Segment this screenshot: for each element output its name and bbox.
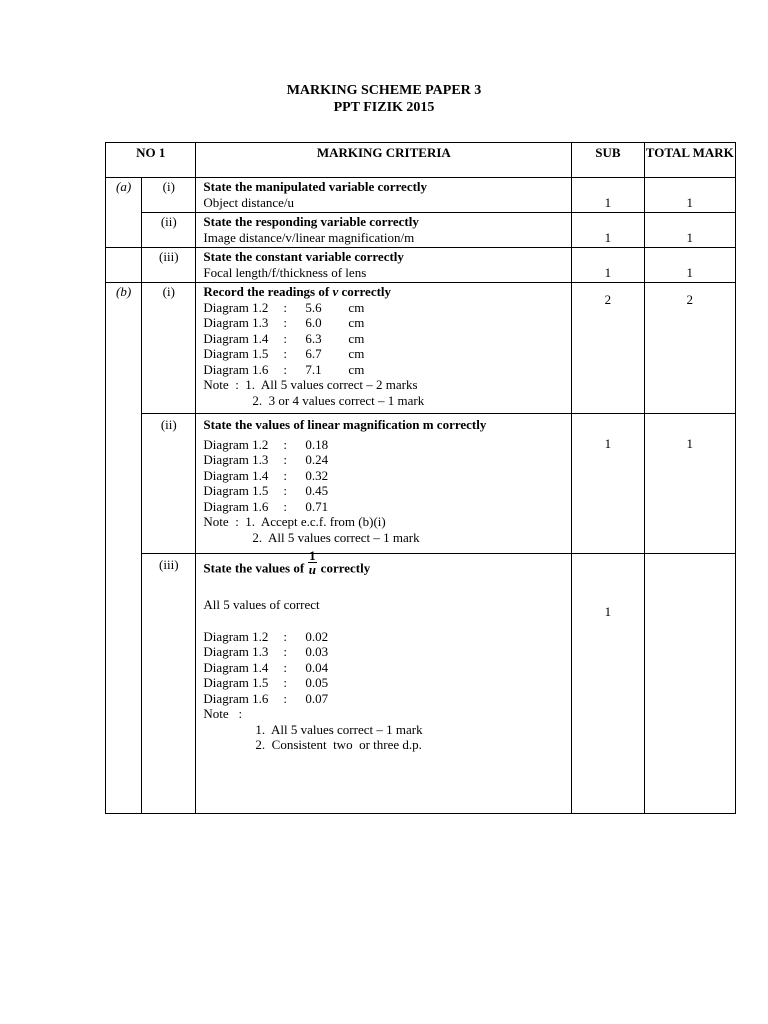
reading-value: 6.3 [305, 330, 322, 346]
criteria-answer: Image distance/v/linear magnification/m [203, 229, 415, 245]
section-label: (a) [106, 178, 142, 248]
reading-value: 0.03 [305, 644, 329, 659]
reading-row [203, 675, 571, 691]
sub-label: (i) [142, 178, 196, 213]
reading-value: 0.05 [305, 675, 329, 690]
reading-unit: cm [348, 330, 365, 346]
sub-label: (iii) [142, 248, 196, 283]
criteria-cell [196, 213, 572, 248]
reading-value: 0.18 [305, 436, 329, 452]
reading-row [203, 483, 571, 499]
criteria-cell [196, 248, 572, 283]
reading-colon: : [283, 483, 288, 498]
reading-colon: : [283, 690, 288, 706]
total-mark: 2 [644, 283, 735, 414]
sub-mark: 1 [572, 414, 644, 554]
reading-diagram: Diagram 1.3 [203, 644, 269, 659]
reading-row [203, 691, 571, 707]
criteria-cell [196, 548, 572, 814]
reading-row [203, 468, 571, 484]
marking-table [105, 142, 736, 814]
table-row [106, 283, 736, 414]
note-line: 2. Consistent two or three d.p. [255, 737, 422, 752]
reading-diagram: Diagram 1.6 [203, 690, 269, 706]
table-row [106, 414, 736, 554]
reading-diagram: Diagram 1.3 [203, 315, 269, 330]
reading-row [203, 300, 571, 316]
reading-value: 5.6 [305, 299, 322, 315]
reading-diagram: Diagram 1.4 [203, 330, 269, 346]
sub-label: (i) [142, 283, 196, 414]
reading-value: 0.04 [305, 659, 329, 675]
reading-colon: : [283, 436, 288, 452]
reading-colon: : [283, 361, 288, 377]
reading-colon: : [283, 452, 288, 467]
total-mark: 1 [644, 414, 735, 554]
sub-mark: 1 [572, 213, 644, 248]
criteria-heading: Record the readings of v correctly [203, 284, 392, 299]
header-sub: SUB [572, 143, 644, 178]
table-row [106, 178, 736, 213]
reading-colon: : [283, 467, 288, 483]
table-row [106, 213, 736, 248]
reading-colon: : [283, 675, 288, 690]
reading-value: 7.1 [305, 361, 322, 377]
section-label [106, 248, 142, 283]
sub-mark: 1 [572, 178, 644, 213]
reading-colon: : [283, 659, 288, 675]
reading-unit: cm [348, 315, 365, 330]
criteria-heading: State the responding variable correctly [203, 214, 419, 229]
table-row [106, 248, 736, 283]
header-criteria: MARKING CRITERIA [196, 143, 572, 178]
sub-mark: 1 [572, 248, 644, 283]
criteria-cell [196, 178, 572, 213]
sub-label: (ii) [142, 213, 196, 248]
document-title: MARKING SCHEME PAPER 3 [286, 83, 482, 98]
reading-diagram: Diagram 1.5 [203, 483, 269, 498]
reading-value: 0.07 [305, 690, 329, 706]
reading-colon: : [283, 498, 288, 514]
total-mark [644, 554, 735, 814]
sub-label: (ii) [142, 414, 196, 554]
reading-diagram: Diagram 1.4 [203, 659, 269, 675]
reading-row [203, 331, 571, 347]
total-mark: 1 [644, 213, 735, 248]
reading-colon: : [283, 644, 288, 659]
note-line: 2. 3 or 4 values correct – 1 mark [252, 392, 425, 408]
reading-diagram: Diagram 1.6 [203, 361, 269, 377]
reading-colon: : [283, 299, 288, 315]
reading-unit: cm [348, 361, 365, 377]
readings-list [203, 437, 571, 515]
note-line: Note : 1. Accept e.c.f. from (b)(i) [203, 514, 386, 529]
reading-row [203, 644, 571, 660]
sub-mark: 2 [572, 283, 644, 414]
reading-diagram: Diagram 1.5 [203, 346, 269, 361]
reading-value: 0.02 [305, 628, 329, 644]
fraction-denominator: u [308, 562, 317, 577]
heading-text: correctly [320, 560, 371, 576]
readings-list [203, 300, 571, 378]
heading-text: State the values of [203, 560, 305, 576]
note-line: Note : [203, 706, 243, 721]
criteria-heading: State the constant variable correctly [203, 249, 404, 264]
criteria-heading: State the manipulated variable correctly [203, 179, 428, 194]
criteria-line: All 5 values of correct [203, 597, 320, 612]
header-no: NO 1 [106, 143, 196, 178]
reading-row [203, 629, 571, 645]
readings-list [203, 629, 571, 707]
total-mark: 1 [644, 248, 735, 283]
document-subtitle: PPT FIZIK 2015 [333, 100, 435, 115]
reading-diagram: Diagram 1.2 [203, 299, 269, 315]
reading-value: 6.0 [305, 315, 322, 330]
sub-mark: 1 [572, 554, 644, 814]
reading-diagram: Diagram 1.6 [203, 498, 269, 514]
reading-row [203, 362, 571, 378]
reading-row [203, 315, 571, 331]
fraction-one-over-u [308, 549, 317, 576]
criteria-heading [203, 548, 571, 583]
table-row [106, 554, 736, 814]
reading-row [203, 660, 571, 676]
reading-colon: : [283, 346, 288, 361]
reading-unit: cm [348, 299, 365, 315]
criteria-cell [196, 283, 572, 414]
note-line: Note : 1. All 5 values correct – 2 marks [203, 377, 418, 392]
criteria-cell [196, 414, 572, 554]
reading-diagram: Diagram 1.2 [203, 628, 269, 644]
reading-value: 0.24 [305, 452, 329, 467]
reading-colon: : [283, 628, 288, 644]
total-mark: 1 [644, 178, 735, 213]
criteria-answer: Focal length/f/thickness of lens [203, 264, 367, 280]
reading-row [203, 499, 571, 515]
reading-diagram: Diagram 1.3 [203, 452, 269, 467]
reading-diagram: Diagram 1.5 [203, 675, 269, 690]
reading-row [203, 452, 571, 468]
sub-label: (iii) [142, 554, 196, 814]
criteria-heading: State the values of linear magnification m correctly [203, 417, 487, 432]
reading-diagram: Diagram 1.4 [203, 467, 269, 483]
reading-value: 0.32 [305, 467, 329, 483]
reading-row [203, 346, 571, 362]
header-total: TOTAL MARK [644, 143, 735, 178]
reading-unit: cm [348, 346, 365, 361]
note-line: 1. All 5 values correct – 1 mark [255, 721, 423, 737]
fraction-numerator: 1 [309, 548, 316, 563]
reading-value: 0.45 [305, 483, 329, 498]
criteria-answer: Object distance/u [203, 194, 295, 210]
reading-colon: : [283, 330, 288, 346]
reading-value: 6.7 [305, 346, 322, 361]
reading-value: 0.71 [305, 498, 329, 514]
section-label: (b) [106, 283, 142, 814]
reading-colon: : [283, 315, 288, 330]
table-header-row [106, 143, 736, 178]
reading-row [203, 437, 571, 453]
reading-diagram: Diagram 1.2 [203, 436, 269, 452]
note-line: 2. All 5 values correct – 1 mark [252, 529, 420, 545]
